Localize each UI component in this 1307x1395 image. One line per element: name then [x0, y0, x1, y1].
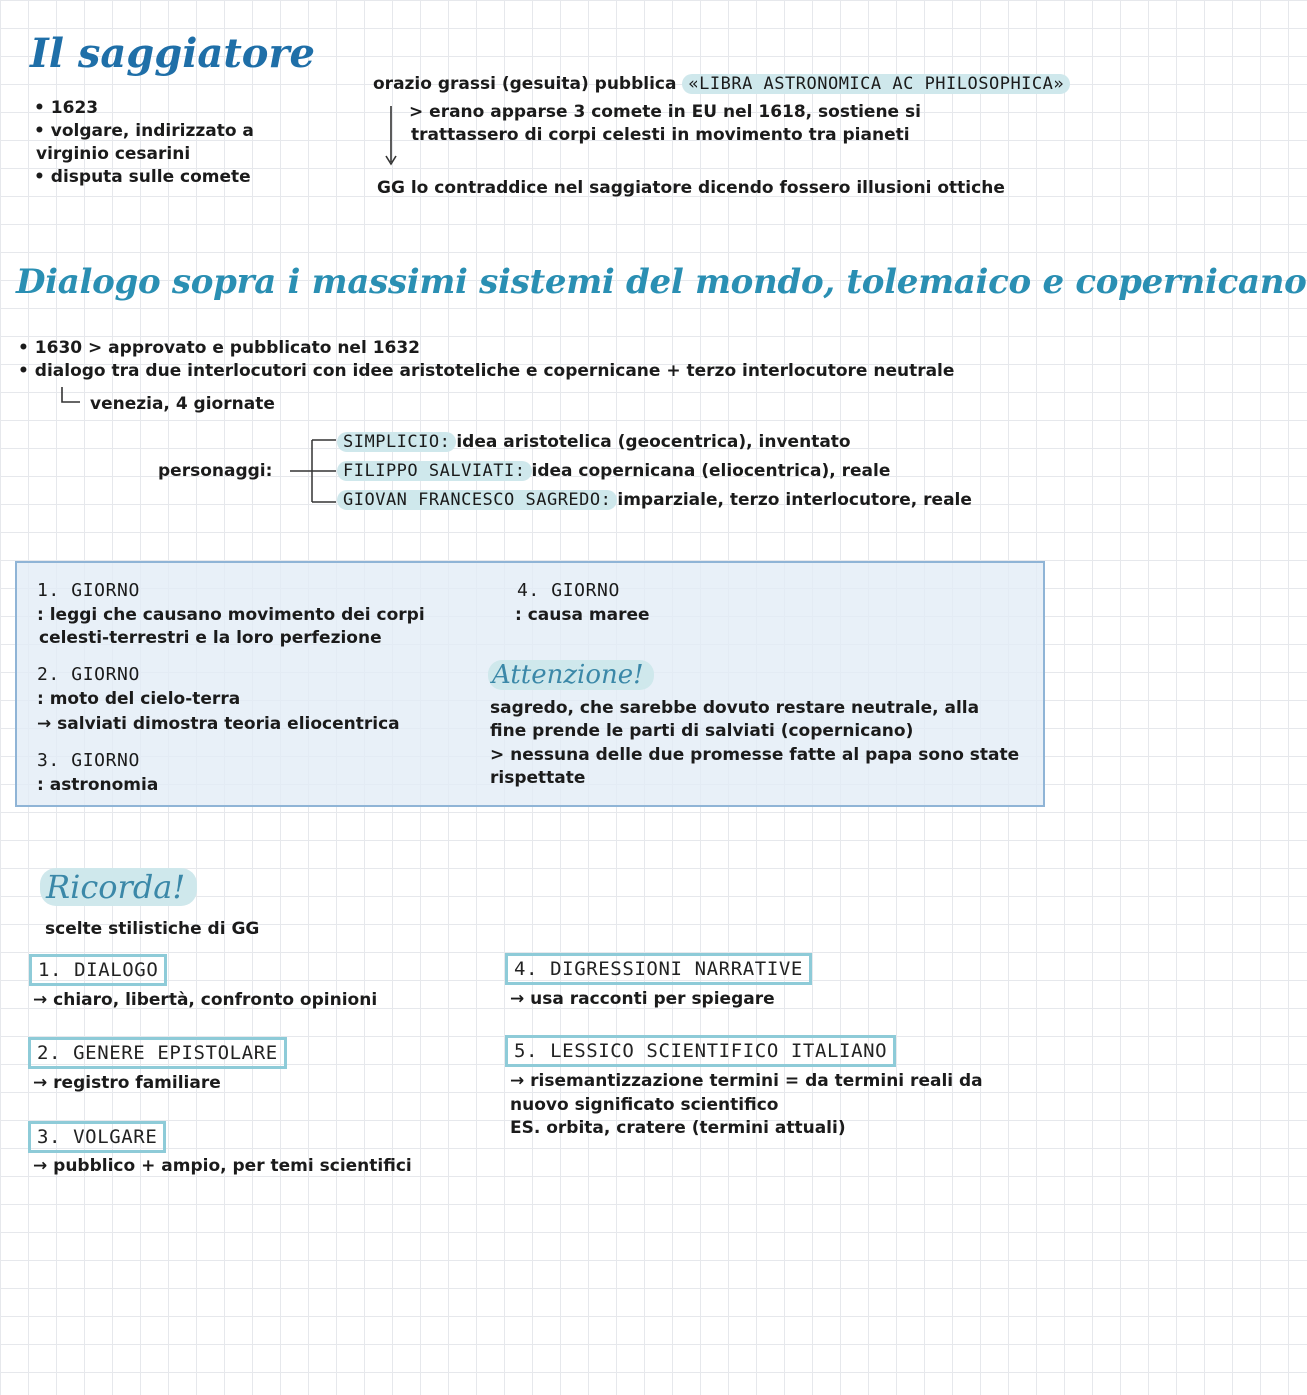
dialogo-line-2: • dialogo tra due interlocutori con idee aristoteliche e copernicane + terzo interlocutore neutrale [18, 361, 955, 381]
stile-volgare-box: 3. VOLGARE [28, 1121, 166, 1153]
giorno-2-line-1: : moto del cielo-terra [37, 689, 241, 709]
stile-epistolare-desc: → registro familiare [33, 1073, 221, 1093]
attenzione-line-1: sagredo, che sarebbe dovuto restare neutrale, alla [490, 698, 980, 718]
stile-epistolare-box: 2. GENERE EPISTOLARE [28, 1037, 287, 1069]
stile-volgare-desc: → pubblico + ampio, per temi scientifici [33, 1156, 412, 1176]
contraddice-line: GG lo contraddice nel saggiatore dicendo fossero illusioni ottiche [377, 178, 1005, 198]
giorno-4-line-1: : causa maree [515, 605, 650, 625]
dialogo-line-1: • 1630 > approvato e pubblicato nel 1632 [18, 338, 421, 358]
stile-digressioni-box: 4. DIGRESSIONI NARRATIVE [505, 953, 812, 985]
dialogo-line-3: venezia, 4 giornate [90, 394, 275, 414]
ricorda-subtitle: scelte stilistiche di GG [45, 919, 260, 939]
attenzione-line-2: fine prende le parti di salviati (copernicano) [490, 721, 914, 741]
libra-book-title: «LIBRA ASTRONOMICA AC PHILOSOPHICA» [682, 74, 1070, 94]
stile-lessico-desc-2: nuovo significato scientifico [510, 1095, 779, 1115]
giorno-1-line-2: celesti-terrestri e la loro perfezione [39, 628, 382, 648]
character-sagredo [337, 489, 972, 512]
saggiatore-bullet-comete: • disputa sulle comete [34, 167, 251, 187]
saggiatore-bullet-cesarini: virginio cesarini [36, 144, 191, 164]
character-name: SIMPLICIO: [337, 432, 456, 452]
attenzione-heading: Attenzione! [488, 660, 654, 690]
comete-line-1: > erano apparse 3 comete in EU nel 1618, sostiene si [409, 102, 921, 122]
saggiatore-bullet-volgare: • volgare, indirizzato a [34, 121, 254, 141]
giorno-2-line-2: → salviati dimostra teoria eliocentrica [37, 714, 400, 734]
saggiatore-bullet-year: • 1623 [34, 98, 99, 118]
stile-lessico-desc-3: ES. orbita, cratere (termini attuali) [510, 1118, 846, 1138]
character-desc: imparziale, terzo interlocutore, reale [617, 490, 972, 510]
stile-lessico-box: 5. LESSICO SCIENTIFICO ITALIANO [505, 1035, 896, 1067]
corner-arrow-icon [60, 385, 82, 407]
giorno-3-title: 3. GIORNO [37, 750, 140, 771]
stile-lessico-desc-1: → risemantizzazione termini = da termini reali da [510, 1071, 983, 1091]
character-desc: idea aristotelica (geocentrica), inventato [456, 432, 851, 452]
attenzione-line-3: > nessuna delle due promesse fatte al papa sono state [490, 745, 1020, 765]
dialogo-title: Dialogo sopra i massimi sistemi del mondo, tolemaico e copernicano [16, 262, 1307, 302]
comete-line-2: trattassero di corpi celesti in movimento tra pianeti [411, 125, 910, 145]
ricorda-heading: Ricorda! [40, 868, 197, 906]
giorno-2-title: 2. GIORNO [37, 664, 140, 685]
character-desc: idea copernicana (eliocentrica), reale [531, 461, 891, 481]
character-name: FILIPPO SALVIATI: [337, 461, 532, 481]
giorno-3-line-1: : astronomia [37, 775, 159, 795]
grassi-line [373, 73, 1070, 96]
grassi-prefix: orazio grassi (gesuita) pubblica [373, 74, 677, 94]
down-arrow-icon [383, 106, 399, 168]
character-simplicio [337, 431, 851, 454]
character-salviati [337, 460, 890, 483]
personaggi-label: personaggi: [158, 461, 273, 481]
attenzione-line-4: rispettate [490, 768, 586, 788]
saggiatore-title: Il saggiatore [30, 30, 315, 77]
stile-digressioni-desc: → usa racconti per spiegare [510, 989, 775, 1009]
giorno-4-title: 4. GIORNO [517, 580, 620, 601]
stile-dialogo-desc: → chiaro, libertà, confronto opinioni [33, 990, 378, 1010]
character-name: GIOVAN FRANCESCO SAGREDO: [337, 490, 617, 510]
giorno-1-title: 1. GIORNO [37, 580, 140, 601]
bracket-icon [288, 432, 340, 514]
stile-dialogo-box: 1. DIALOGO [29, 954, 167, 986]
giorno-1-line-1: : leggi che causano movimento dei corpi [37, 605, 425, 625]
